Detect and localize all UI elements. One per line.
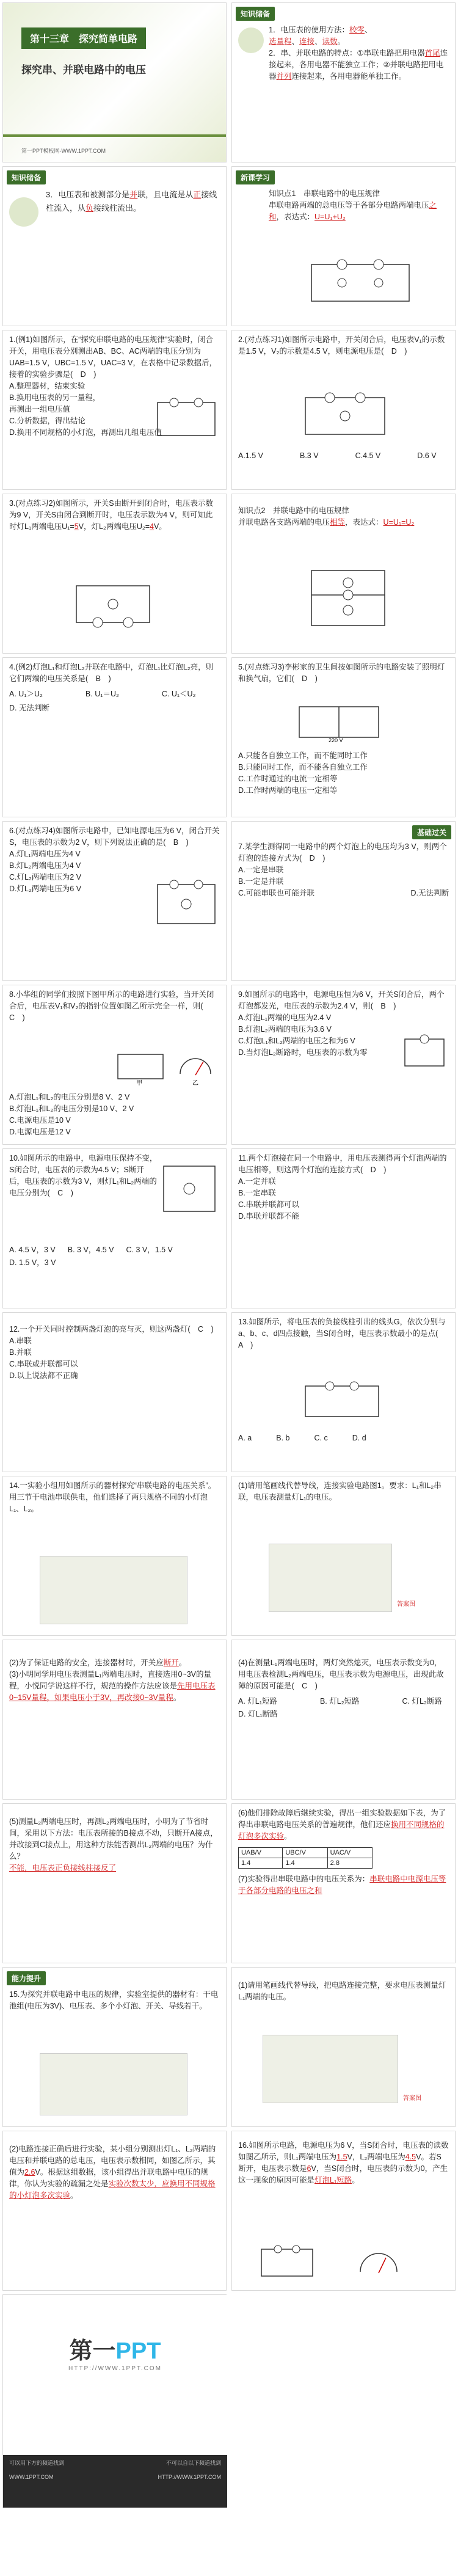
option-c: C.灯泡L₁和L₂两端的电压之和为6 V: [238, 1037, 355, 1045]
option-d: D.灯L₂两端电压为6 V: [9, 885, 82, 893]
question: V。若S断开，电压表示数是: [238, 2153, 442, 2173]
option-a: A. 灯L₁短路: [238, 1697, 277, 1706]
answer: 串联电路中电源电压等于各部分电路的电压之和: [238, 1875, 446, 1895]
answer: 1.5: [336, 2153, 347, 2161]
voltmeter-dial-yi: [174, 1049, 217, 1086]
slide-question-2: [231, 330, 456, 490]
question: V，当S闭合时，电压表的示数为0，产生这一现象的原因可能是: [238, 2164, 448, 2184]
footer-bar: [3, 2455, 227, 2508]
option-a: A.只能各自独立工作，而不能同时工作: [238, 751, 368, 760]
answer-figure-label: 答案图: [397, 1601, 415, 1608]
answer: 正: [193, 190, 202, 199]
question: 。: [70, 2191, 78, 2200]
decor-image: [238, 27, 264, 53]
question: (1)请用笔画线代替导线，把电路连接完整，要求电压表测量灯L₁两端的电压。: [238, 1981, 446, 2001]
question: 8.小华组的同学们按照下图甲所示的电路进行实验，当开关闭合后，电压表V₁和V₂的指针位置如图乙所示完全一样，则( C ): [9, 990, 214, 1022]
section-tag: 新课学习: [236, 170, 275, 184]
question: (4)在测量L₁两端电压时，两灯突然熄灭，电压表示数变为0，用电压表检测L₂两端电压，电压表示数为电源电压，出现此故障的原因可能是( C ): [238, 1658, 444, 1690]
option-c: C.串联或并联都可以: [9, 1360, 78, 1368]
section-tag: 知识储备: [7, 170, 46, 184]
answer: 4: [150, 522, 154, 531]
answer: 5: [74, 522, 79, 531]
question: 9.如图所示的电路中，电源电压恒为6 V，开关S闭合后，两个灯泡都发光，电压表的示数为2.4 V，则( B ): [238, 990, 445, 1010]
section-tag: 知识储备: [236, 7, 275, 21]
option-d: D.以上说法都不正确: [9, 1371, 78, 1380]
option-c: C. 灯L₂断路: [402, 1697, 442, 1706]
slide-question-13: [231, 1312, 456, 1472]
answer: 先用电压表0~15V量程，如果电压小于3V，再改接0~3V量程: [9, 1682, 216, 1702]
option-b: B.灯L₂两端电压为4 V: [9, 861, 81, 870]
slide-ability-15: [2, 1967, 227, 2127]
option-a: A.串联: [9, 1337, 32, 1345]
option-d: D.工作时两端的电压一定相等: [238, 786, 338, 795]
slide-question-14-6: [231, 1803, 456, 1963]
circuit-diagram: [70, 580, 156, 629]
slide-ability-15-1: [231, 1967, 456, 2127]
text: 2．串、并联电路的特点：①串联电路把用电器: [269, 49, 425, 57]
table-header: UBC/V: [283, 1848, 327, 1858]
option-a: A. a: [238, 1434, 252, 1442]
decor-stripe: [3, 134, 227, 137]
apparatus-photo: [269, 1544, 392, 1612]
answer: 读数: [322, 37, 338, 46]
question: V，灯L₂两端电压U₂=: [78, 522, 150, 531]
text: 连接起来，各用电器能单独工作。: [291, 72, 407, 81]
text: 知识点1 串联电路中的电压规律: [269, 189, 380, 198]
answer: U=U₁=U₂: [383, 518, 415, 527]
slide-question-9: [231, 985, 456, 1145]
option-d: D. 灯L₁断路: [238, 1710, 278, 1718]
text: 知识点2 并联电路中的电压规律: [238, 506, 349, 515]
question: V。: [153, 522, 167, 531]
answer: 断开: [163, 1658, 179, 1667]
question: V，L₂两端电压为: [347, 2153, 405, 2161]
question: 。: [284, 1832, 292, 1841]
lesson-title: 探究串、并联电路中的电压: [21, 64, 146, 76]
question: 3.(对点练习2)如图所示，开关S由断开到闭合时，电压表示数为9 V，开关S由闭合到断开时，电压表示数为4 V，则可知此时灯L₁两端电压U₁=: [9, 499, 214, 531]
answer: 相等: [330, 518, 346, 527]
option-b: B.换用电压表的另一量程，: [9, 393, 101, 402]
answer: 换用不同规格的灯泡多次实验: [238, 1820, 445, 1841]
text: 串联电路两端的总电压等于各部分电路两端电压: [269, 201, 429, 210]
slide-question-14-2: [2, 1640, 227, 1800]
answer: U=U₁+U₂: [314, 213, 346, 221]
circuit-diagram: [293, 701, 385, 743]
answer: 并列: [276, 72, 292, 81]
slide-ability-16: [231, 2131, 456, 2291]
slide-knowledge-1: 知识储备 1．电压表的使用方法：校零、 选量程、连接、读数。 2．串、并联电路的特点：①串联电路把用电器首尾连接起来，各用电器不能独立工作；②并联电路把用电器并列连接起来，各用电器能单独工作。: [231, 2, 456, 162]
slide-question-14-1: [231, 1476, 456, 1636]
answer: 连接: [299, 37, 315, 46]
answer: 负: [85, 203, 94, 213]
slide-new-lesson-2: [231, 494, 456, 654]
parallel-circuit-diagram: [305, 564, 391, 632]
slide-question-5: [231, 657, 456, 817]
slide-question-14: [2, 1476, 227, 1636]
slide-question-12: [2, 1312, 227, 1472]
question: 。: [352, 2176, 360, 2184]
option-c: C. U₁＜U₂: [161, 690, 196, 698]
option-c: C.分析数据，得出结论: [9, 417, 86, 425]
option-b: B.只能同时工作，而不能各自独立工作: [238, 763, 368, 772]
option-b-cont: 再测出一组电压值: [9, 405, 71, 414]
option-b: B. U₁＝U₂: [85, 690, 119, 698]
answer: 灯泡L₁短路: [314, 2176, 352, 2184]
answer: 实验次数太少，应换用不同规格的小灯泡多次实验: [9, 2180, 216, 2200]
option-b: B.一定是并联: [238, 877, 284, 886]
question: 16.如图所示电路，电源电压为6 V，当S闭合时，电压表的读数如图乙所示，则L₁两端电压为: [238, 2141, 449, 2161]
option-a: A.一定并联: [238, 1177, 276, 1186]
question: 13.如图所示，将电压表的负接线柱引出的线头G，依次分别与a、b、c、d四点接触，当S闭合时，电压表示数最小的是点( A ): [238, 1318, 446, 1349]
answer: 首尾: [424, 49, 440, 57]
table-header: UAB/V: [239, 1848, 283, 1858]
slide-question-8: [2, 985, 227, 1145]
answer: 不能，电压表正负接线柱接反了: [9, 1864, 117, 1872]
question: 14.一实验小组用如图所示的器材探究“串联电路的电压关系”。用三节干电池串联供电，他们选择了两只规格不同的小灯泡L₁、L₂。: [9, 1481, 216, 1513]
footer-link-right[interactable]: HTTP://WWW.1PPT.COM: [158, 2474, 221, 2480]
apparatus-photo: [40, 1556, 187, 1624]
answer: 并: [129, 190, 138, 199]
option-b: B.3 V: [300, 451, 319, 460]
option-c: C.工作时通过的电流一定相等: [238, 775, 338, 783]
text: 连接起来，各用电器不能独立工作；②并联电路把用电器: [269, 49, 448, 81]
voltmeter-dial: [354, 2244, 403, 2281]
option-c: C.可能串联也可能并联: [238, 889, 315, 897]
slide-title: [2, 2, 227, 162]
option-d: D.换用不同规格的小灯泡，再测出几组电压值: [9, 428, 162, 437]
question: (5)测量L₂两端电压时，再测L₂两端电压时，小明为了节省时间，采用以下方法：电压表所接的B接点不动，只断开A接点，并改接到C接点上，用这种方法能否测出L₂两端的电压？为什么？: [9, 1817, 218, 1861]
text: 接线柱流入，从: [46, 190, 217, 213]
option-d: D.当灯泡L₂断路时，电压表的示数为零: [238, 1048, 368, 1057]
answer: 6: [307, 2164, 311, 2173]
option-d: D.6 V: [417, 451, 437, 460]
slide-basic-7: [231, 821, 456, 981]
text: 接线柱流出。: [93, 203, 142, 213]
option-a: A.灯L₁两端电压为4 V: [9, 850, 81, 858]
source-credit: 第一PPT模板网-WWW.1PPT.COM: [21, 148, 106, 154]
text: 并联电路各支路两端的电压: [238, 518, 330, 527]
question: 。: [178, 1658, 187, 1667]
option-d: D. 1.5 V，3 V: [9, 1258, 56, 1267]
footer-link-left[interactable]: WWW.1PPT.COM: [9, 2474, 54, 2480]
table-cell: 2.8: [327, 1858, 372, 1869]
circuit-diagram: [159, 1161, 220, 1216]
option-b: B. 3 V，4.5 V: [67, 1246, 114, 1254]
option-b: B.并联: [9, 1348, 32, 1357]
option-b: B.灯泡L₁和L₂的电压分别是10 V、2 V: [9, 1104, 134, 1113]
option-c: C.4.5 V: [355, 451, 381, 460]
question: 7.某学生测得同一电路中的两个灯泡上的电压均为3 V，则两个灯泡的连接方式为( D ): [238, 842, 447, 863]
option-b: B. b: [276, 1434, 290, 1442]
answer: 4.5: [405, 2153, 416, 2161]
slide-ability-15-2: [2, 2131, 227, 2291]
slide-question-1: [2, 330, 227, 490]
question: 10.如图所示的电路中，电源电压保持不变，S闭合时，电压表的示数为4.5 V；S断开后，电压表的示数为3 V，则灯L₁和L₂两端的电压分别为( C ): [9, 1154, 158, 1197]
option-a: A. 4.5 V，3 V: [9, 1246, 56, 1254]
text: 、: [364, 26, 373, 34]
figure-label: 乙: [192, 1080, 198, 1086]
data-table: [238, 1847, 373, 1869]
slide-question-14-4: [231, 1640, 456, 1800]
apparatus-photo: [263, 2035, 398, 2103]
logo-text: 第一: [69, 2338, 116, 2364]
decor-image: [9, 197, 38, 227]
footer-note-right: 不可以自以下频道找到: [165, 2460, 221, 2466]
option-a: A.整理器材，结束实验: [9, 382, 85, 390]
option-b: B. 灯L₂短路: [319, 1697, 360, 1706]
question: (2)电路连接正确后进行实验，某小组分别测出灯L₁、L₂两端的电压和并联电路的总电压，电压表示数相同，如图乙所示，其值为: [9, 2145, 216, 2176]
option-b: B.灯泡L₂两端的电压为3.6 V: [238, 1025, 332, 1034]
option-d: D.电源电压是12 V: [9, 1128, 71, 1136]
question: 2.(对点练习1)如图所示电路中，开关闭合后，电压表V₁的示数是1.5 V，V₂的示数是4.5 V，则电源电压是( D ): [238, 335, 445, 356]
question: 6.(对点练习4)如图所示电路中，已知电源电压为6 V，闭合开关S，电压表的示数为2 V，则下列说法正确的是( B ): [9, 826, 220, 847]
circuit-diagram: [153, 398, 220, 440]
section-tag: 基础过关: [412, 825, 451, 839]
logo-text: PPT: [115, 2338, 161, 2364]
option-c: C.电源电压是10 V: [9, 1116, 71, 1125]
apparatus-photo: [40, 2053, 187, 2115]
section-tag: 能力提升: [7, 1971, 46, 1985]
answer: 选量程: [269, 37, 292, 46]
chapter-title: 第十三章 探究简单电路: [21, 27, 146, 49]
option-c: C. c: [314, 1434, 328, 1442]
brand-url: HTTP://WWW.1PPT.COM: [68, 2365, 162, 2372]
slide-question-14-5: [2, 1803, 227, 1963]
option-c: C.灯L₂两端电压为2 V: [9, 873, 82, 881]
question: 1.(例1)如图所示，在“探究串联电路的电压规律”实验时，闭合开关，用电压表分别测出AB、BC、AC两端的电压分别为UAB=1.5 V，UBC=1.5 V，UAC=3 V，在表格中记录数据后，接着的实验步骤是( D ): [9, 335, 217, 379]
question: V。根据这组数据，该小组得出并联电路中电压的规律，你认为实验的疏漏之处是: [9, 2168, 208, 2188]
text: ，表达式：: [276, 213, 315, 221]
text: 3．电压表和被测部分是: [46, 190, 130, 199]
slide-question-10: [2, 1148, 227, 1308]
option-c: C. 3 V，1.5 V: [126, 1246, 173, 1254]
question: (2)为了保证电路的安全，连接器材时，开关应: [9, 1658, 164, 1667]
answer: 之和: [269, 201, 437, 221]
slide-new-lesson-1: [231, 166, 456, 326]
circuit-diagram-jia: [113, 1049, 168, 1086]
option-c: C.串联并联都可以: [238, 1200, 300, 1209]
option-a: A.灯泡L₁两端的电压为2.4 V: [238, 1013, 332, 1022]
question: 4.(例2)灯泡L₁和灯泡L₂并联在电路中，灯泡L₁比灯泡L₂亮，则它们两端的电压关系是( B ): [9, 663, 214, 683]
answer: 校零: [349, 26, 365, 34]
option-b: B.一定串联: [238, 1189, 276, 1197]
option-d: D. d: [352, 1434, 366, 1442]
circuit-diagram: [299, 392, 391, 440]
question: (1)请用笔画线代替导线，连接实验电路图1。要求：L₁和L₂串联，电压表测量灯L₁的电压。: [238, 1481, 442, 1501]
voltage-label: 220 V: [329, 737, 343, 743]
question: (6)他们排除故障后继续实验，得出一组实验数据如下表，为了得出串联电路电压关系的普遍规律，他们还应: [238, 1809, 446, 1829]
answer-figure-label: 答案图: [403, 2095, 421, 2102]
option-d: D.串联并联都不能: [238, 1212, 300, 1220]
slide-question-11: [231, 1148, 456, 1308]
circuit-diagram: [400, 1034, 449, 1071]
question: 15.为探究并联电路中电压的规律，实验室提供的器材有：干电池组(电压为3V)、电压表、多个小灯泡、开关、导线若干。: [9, 1990, 219, 2010]
option-a: A.一定是串联: [238, 866, 284, 874]
slide-question-6: [2, 821, 227, 981]
option-a: A.灯泡L₁和L₂的电压分别是8 V、2 V: [9, 1093, 130, 1101]
answer: 2.6: [24, 2168, 35, 2176]
option-d: D. 无法判断: [9, 704, 49, 712]
circuit-diagram: [299, 1380, 385, 1423]
text: 联，且电流是从: [137, 190, 194, 199]
slide-question-3: [2, 494, 227, 654]
table-header: UAC/V: [327, 1848, 372, 1858]
question: 12.一个开关同时控制两盏灯泡的亮与灭，则这两盏灯( C ): [9, 1325, 214, 1334]
option-a: A.1.5 V: [238, 451, 263, 460]
question: 5.(对点练习3)李彬家的卫生间按如图所示的电路安装了照明灯和换气扇，它们( D ): [238, 663, 445, 683]
option-a: A. U₁＞U₂: [9, 690, 43, 698]
footer-note-left: 可以用下方的频道找到: [9, 2460, 65, 2466]
option-d: D.无法判断: [410, 889, 449, 897]
slide-question-4: [2, 657, 227, 817]
brand-logo: [3, 2332, 227, 2365]
question: (3)小明同学用电压表测量L₁两端电压时，直接选用0~3V的量程，小悦同学说这样不行，规范的操作方法应该是: [9, 1670, 211, 1690]
figure-label: 甲: [136, 1080, 142, 1086]
question: (7)实验得出串联电路中的电压关系为：: [238, 1875, 370, 1883]
text: ，表达式：: [345, 518, 383, 527]
circuit-diagram: [256, 2244, 318, 2281]
slide-knowledge-2: [2, 166, 227, 326]
question: 。: [173, 1693, 181, 1702]
footer-logo: [2, 2294, 227, 2508]
table-cell: 1.4: [239, 1858, 283, 1869]
text: 1．电压表的使用方法：: [269, 26, 349, 34]
series-circuit-diagram: [305, 258, 415, 307]
circuit-diagram: [153, 880, 220, 929]
table-cell: 1.4: [283, 1858, 327, 1869]
question: 11.两个灯泡接在同一个电路中，用电压表测得两个灯泡两端的电压相等，则这两个灯泡的连接方式( D ): [238, 1154, 447, 1174]
